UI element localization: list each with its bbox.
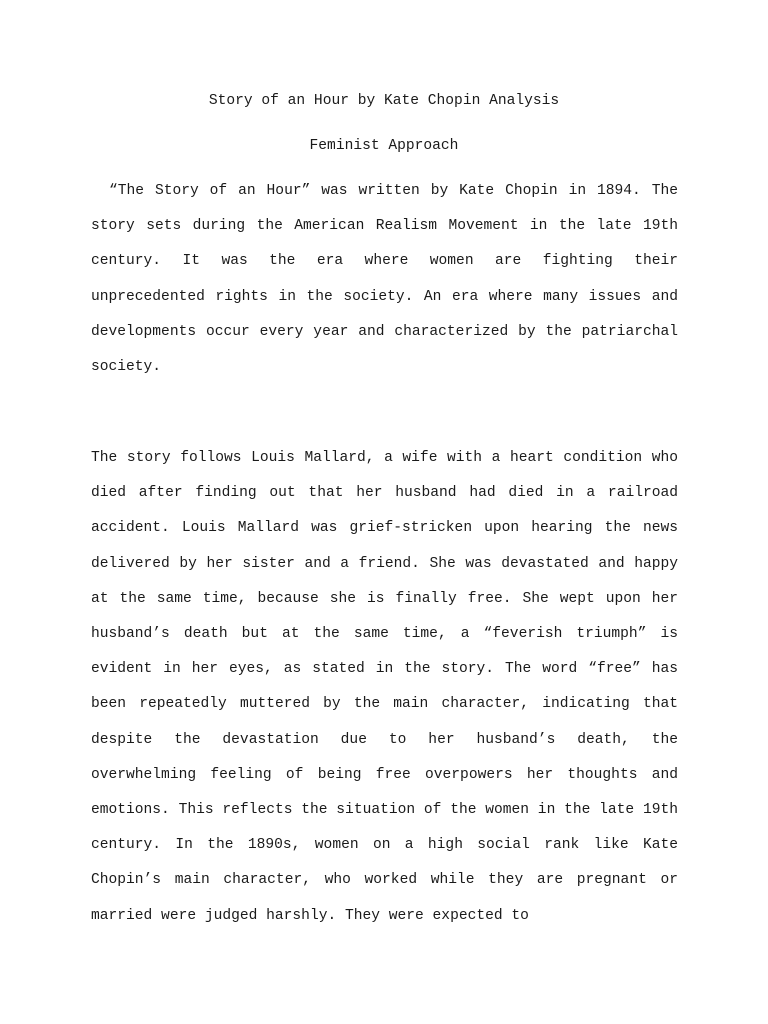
document-subtitle: Feminist Approach [309,138,459,154]
paragraph-intro: “The Story of an Hour” was written by Kate Chopin in 1894. The story sets during the American Realism Movement in the late 19th century. It was the era where women are fighting their unprecedented rights in the society. An era where many issues and developments occur every year and characterized by the patriarchal society. [91,183,678,376]
document-title: Story of an Hour by Kate Chopin Analysis [208,93,560,109]
paragraph-story-summary: The story follows Louis Mallard, a wife with a heart condition who died after finding out that her husband had died in a railroad accident. Louis Mallard was grief-stricken upon hearing the news delivered by her sister and a friend. She was devastated and happy at the same time, because she is finally free. She wept upon her husband’s death but at the same time, a “feverish triumph” is evident in her eyes, as stated in the story. The word “free” has been repeatedly muttered by the main character, indicating that despite the devastation due to her husband’s death, the overwhelming feeling of being free overpowers her thoughts and emotions. This reflects the situation of the women in the late 19th century. In the 1890s, women on a high social rank like Kate Chopin’s main character, who worked while they are pregnant or married were judged harshly. They were expected to [91,450,678,924]
